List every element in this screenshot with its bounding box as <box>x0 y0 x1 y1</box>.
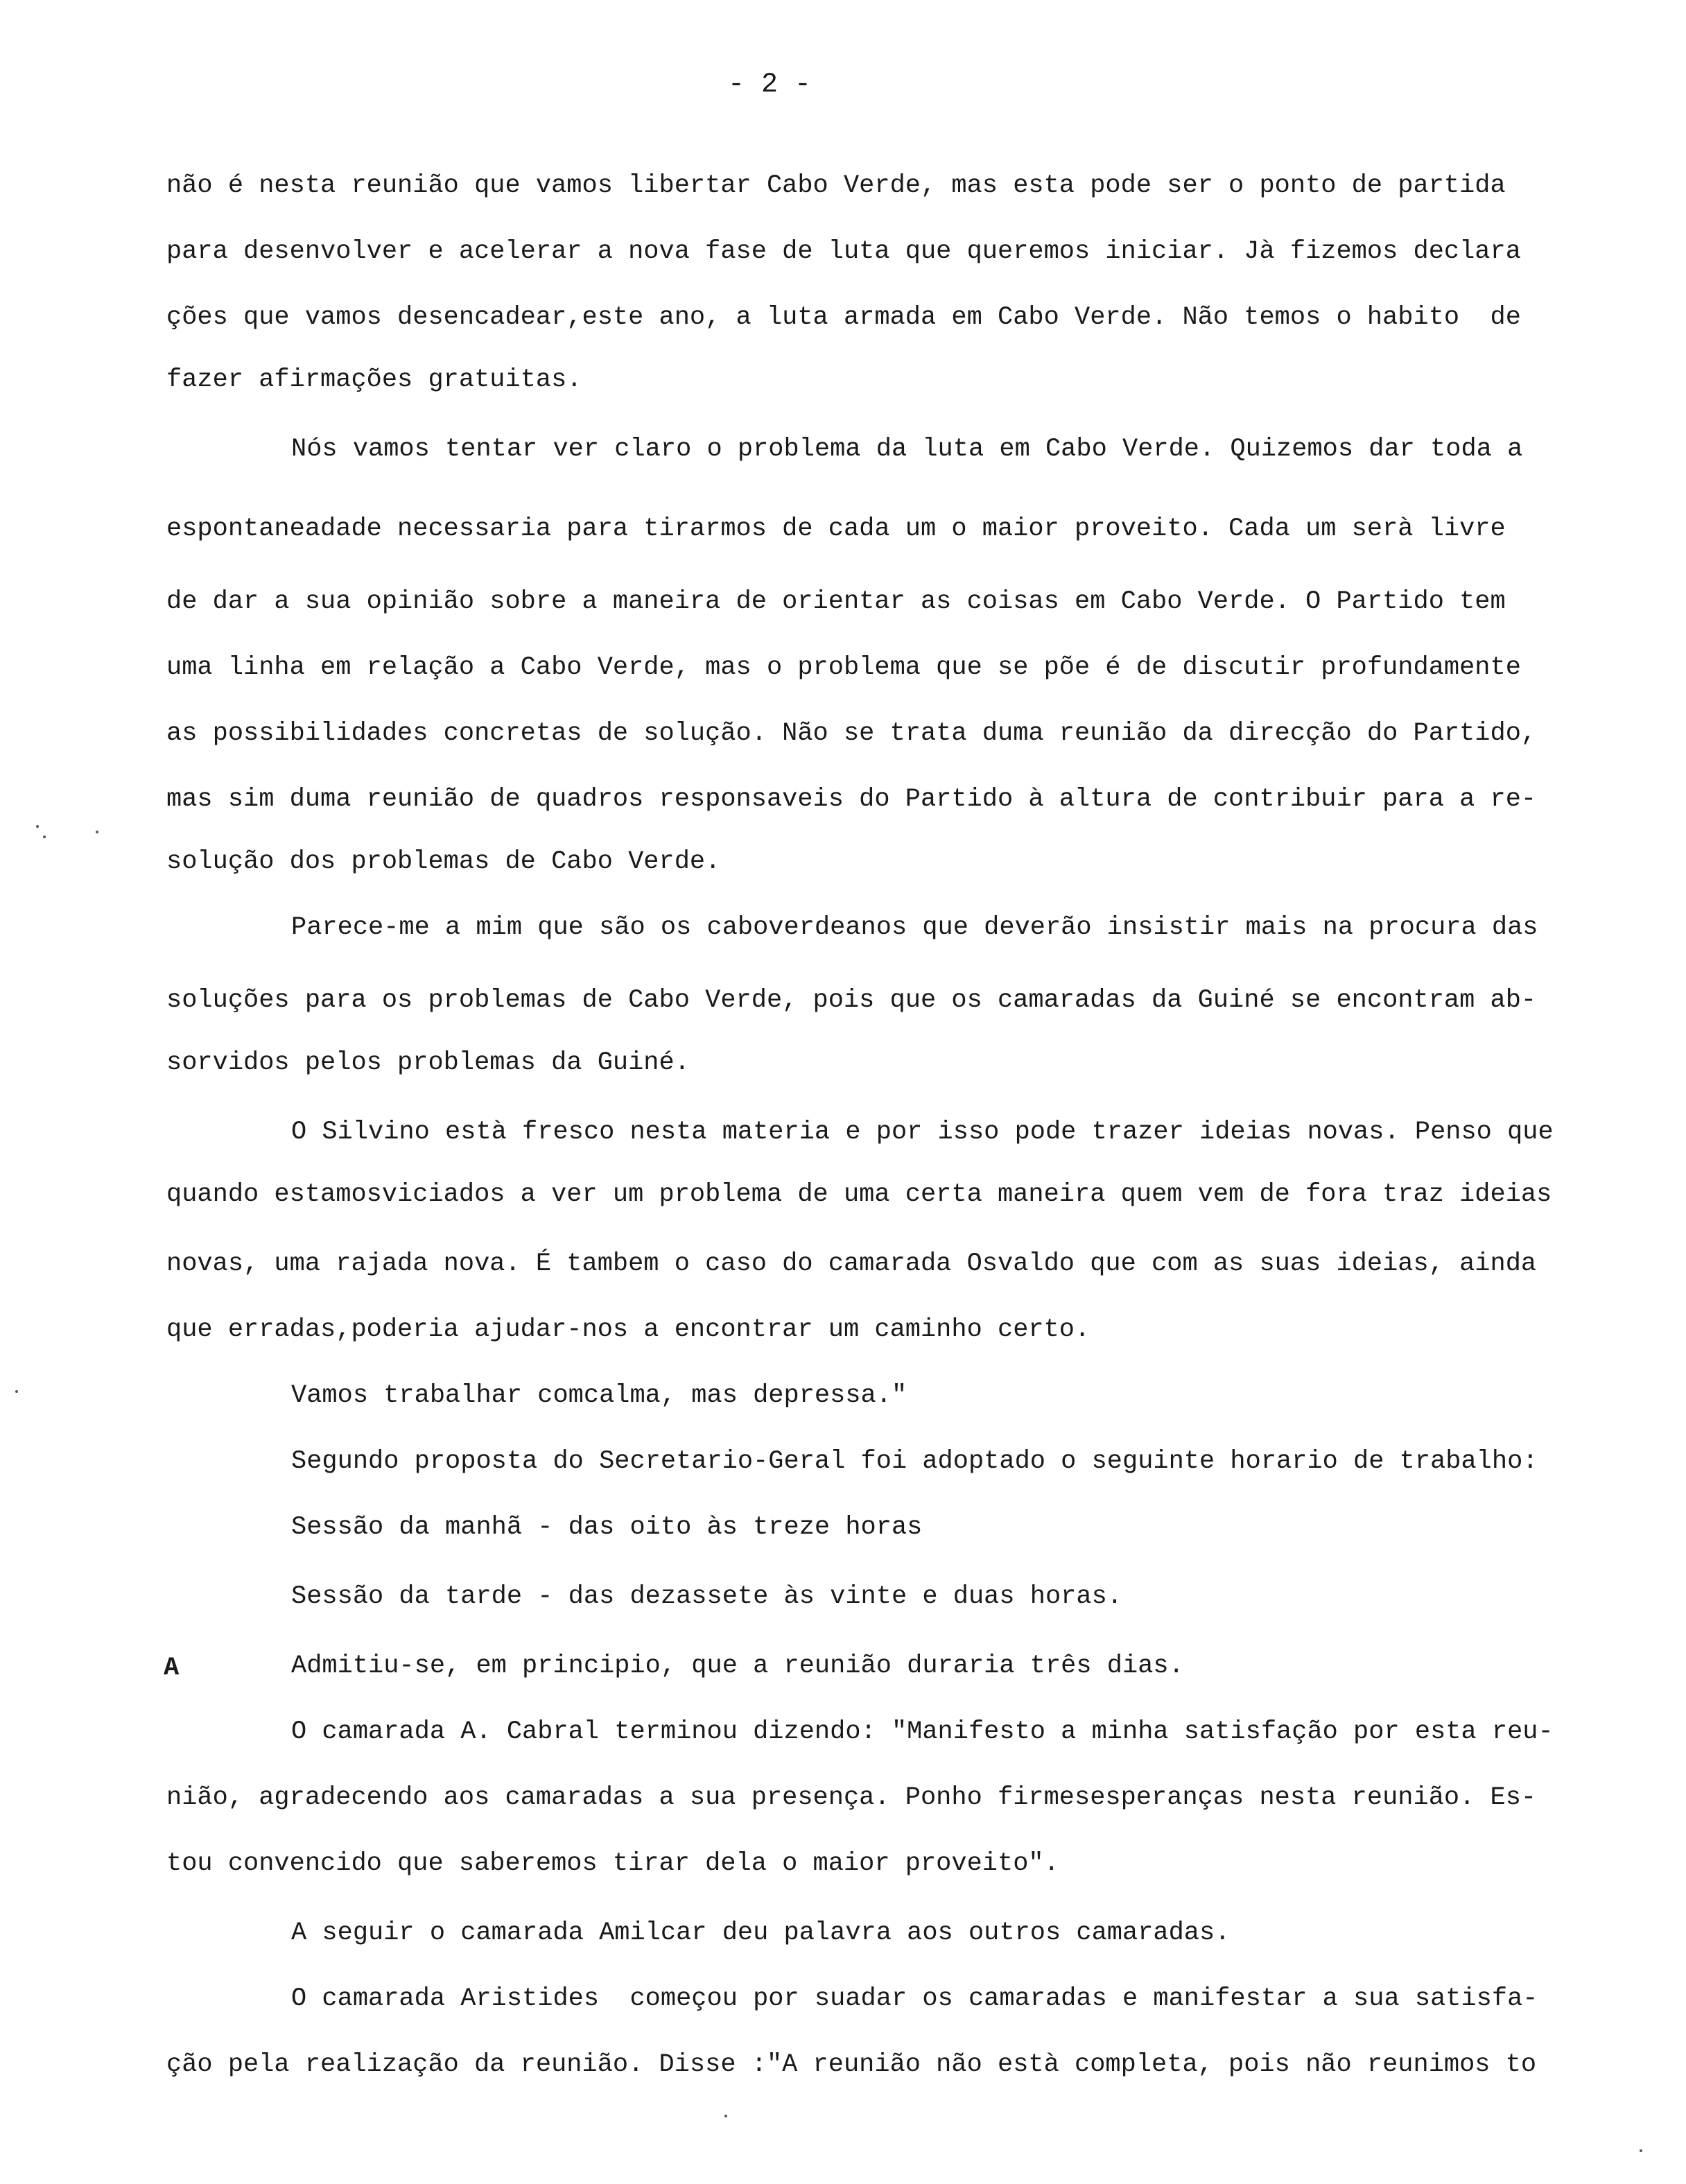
text-line: não é nesta reunião que vamos libertar Cabo Verde, mas esta pode ser o ponto de partida <box>166 171 1506 200</box>
text-line: Parece-me a mim que são os caboverdeanos que deverão insistir mais na procura das <box>291 913 1538 942</box>
text-line: novas, uma rajada nova. É tambem o caso do camarada Osvaldo que com as suas ideias, ainda <box>166 1249 1537 1279</box>
scan-speck <box>43 835 46 838</box>
text-line: espontaneadade necessaria para tirarmos de cada um o maior proveito. Cada um serà livre <box>166 514 1506 544</box>
text-line: as possibilidades concretas de solução. Não se trata duma reunião da direcção do Partido, <box>166 719 1537 748</box>
text-line: nião, agradecendo aos camaradas a sua presença. Ponho firmesesperanças nesta reunião. Es- <box>166 1783 1537 1812</box>
text-line: Sessão da tarde - das dezassete às vinte e duas horas. <box>291 1582 1122 1611</box>
scan-speck <box>724 2115 727 2117</box>
scan-speck <box>15 1390 18 1393</box>
text-line: ções que vamos desencadear,este ano, a luta armada em Cabo Verde. Não temos o habito de <box>166 303 1521 332</box>
text-line: Sessão da manhã - das oito às treze horas <box>291 1513 923 1542</box>
text-line: que erradas,poderia ajudar-nos a encontrar um caminho certo. <box>166 1315 1090 1344</box>
margin-mark: A <box>164 1654 180 1683</box>
text-line: Vamos trabalhar comcalma, mas depressa." <box>291 1381 907 1410</box>
text-line: O camarada Aristides começou por suadar os camaradas e manifestar a sua satisfa- <box>291 1984 1538 2013</box>
text-line: Segundo proposta do Secretario-Geral foi adoptado o seguinte horario de trabalho: <box>291 1447 1538 1476</box>
text-line: ção pela realização da reunião. Disse :"A reunião não està completa, pois não reunimos to <box>166 2050 1537 2079</box>
scan-speck <box>1640 2149 1642 2152</box>
text-line: O Silvino està fresco nesta materia e por isso pode trazer ideias novas. Penso que <box>291 1118 1554 1147</box>
text-line: soluções para os problemas de Cabo Verde, pois que os camaradas da Guiné se encontram ab- <box>166 986 1537 1015</box>
text-line: mas sim duma reunião de quadros responsaveis do Partido à altura de contribuir para a re- <box>166 785 1537 814</box>
text-line: quando estamosviciados a ver um problema de uma certa maneira quem vem de fora traz ideias <box>166 1180 1552 1209</box>
text-line: tou convencido que saberemos tirar dela o maior proveito". <box>166 1849 1059 1878</box>
text-line: solução dos problemas de Cabo Verde. <box>166 847 721 876</box>
text-line: Admitiu-se, em principio, que a reunião duraria três dias. <box>291 1652 1184 1681</box>
text-line: Nós vamos tentar ver claro o problema da luta em Cabo Verde. Quizemos dar toda a <box>291 435 1523 464</box>
text-line: sorvidos pelos problemas da Guiné. <box>166 1048 690 1077</box>
scan-speck <box>36 825 39 828</box>
text-line: O camarada A. Cabral terminou dizendo: "Manifesto a minha satisfação por esta reu- <box>291 1717 1554 1747</box>
text-line: de dar a sua opinião sobre a maneira de orientar as coisas em Cabo Verde. O Partido tem <box>166 587 1506 616</box>
text-line: para desenvolver e acelerar a nova fase de luta que queremos iniciar. Jà fizemos declara <box>166 237 1521 266</box>
text-line: fazer afirmações gratuitas. <box>166 365 582 395</box>
text-line: uma linha em relação a Cabo Verde, mas o problema que se põe é de discutir profundamente <box>166 653 1521 682</box>
scan-speck <box>96 831 98 833</box>
page-number: - 2 - <box>728 69 812 101</box>
text-line: A seguir o camarada Amilcar deu palavra aos outros camaradas. <box>291 1918 1231 1948</box>
